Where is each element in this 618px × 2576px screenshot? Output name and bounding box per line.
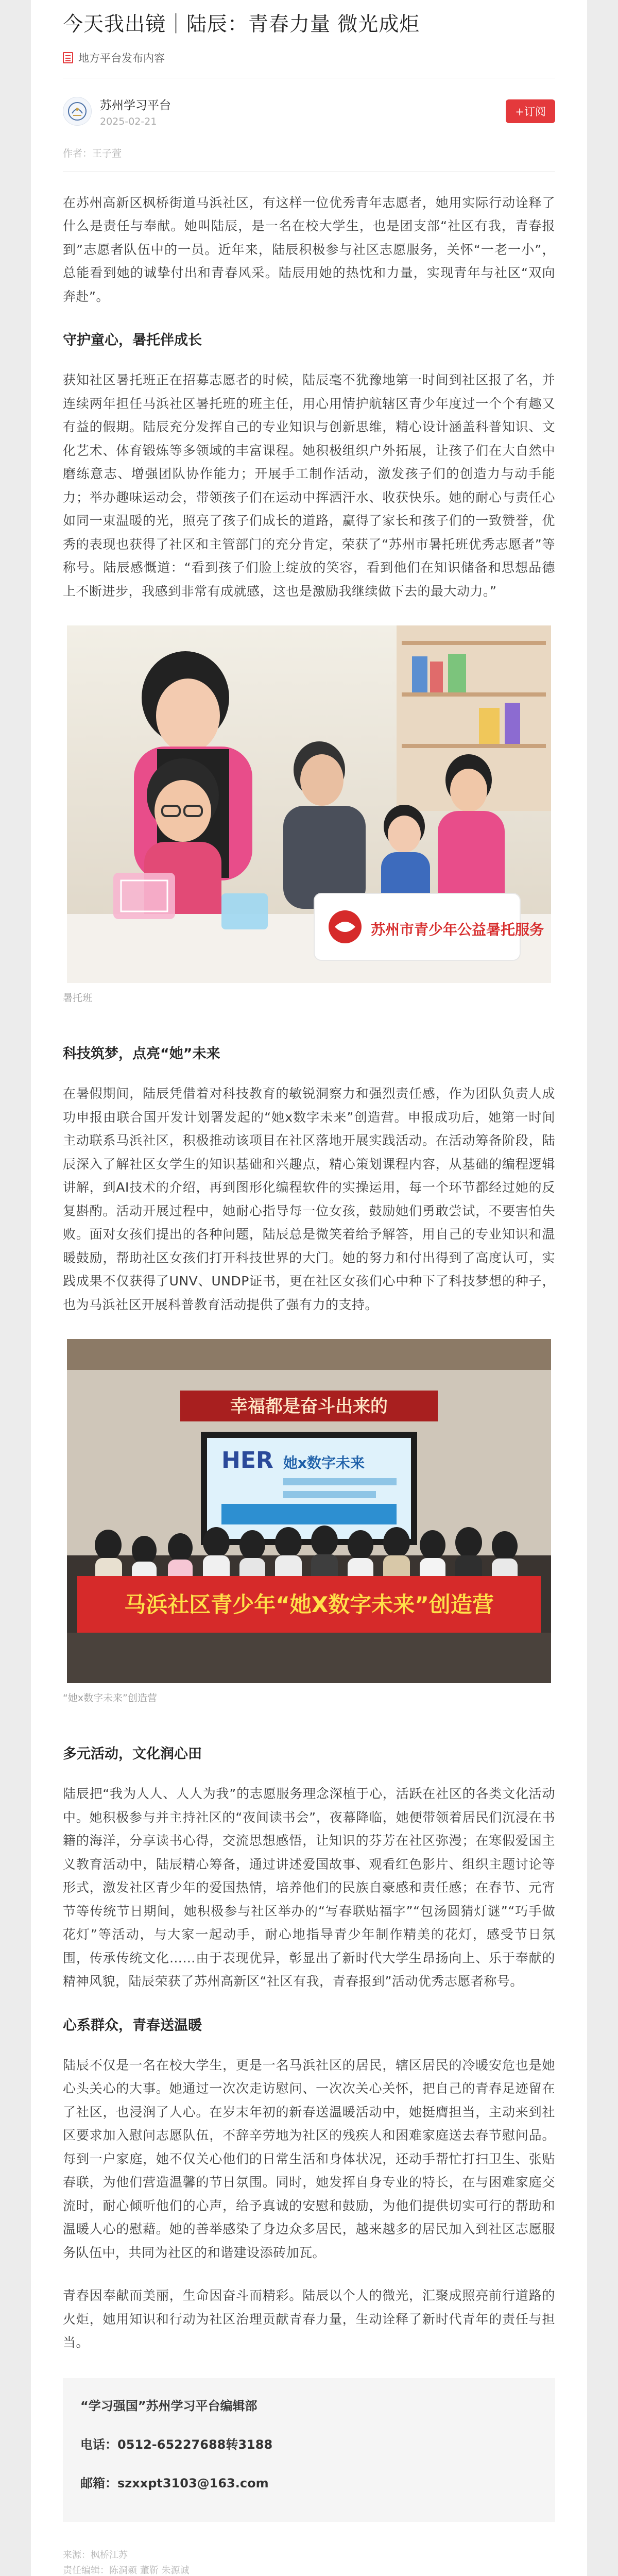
article-meta-footer [63, 2548, 555, 2576]
document-icon [63, 52, 73, 63]
section-title-3: 多元活动，文化润心田 [63, 1746, 202, 1762]
contact-email: 邮箱：szxxpt3103@163.com [80, 2476, 269, 2490]
article-title: 今天我出镜｜陆辰：青春力量 微光成炬 [63, 13, 420, 36]
photo-caption-1: 暑托班 [63, 992, 93, 1004]
section-title-2: 科技筑梦，点亮“她”未来 [63, 1046, 220, 1062]
section-2-paragraph: 在暑假期间，陆辰凭借着对科技教育的敏锐洞察力和强烈责任感，作为团队负责人成功申报由联合国开发计划署发起的“她x数字未来”创造营。申报成功后，她第一时间主动联系马浜社区，积极推动该项目在社区落地开展实践活动。在活动筹备阶段，陆辰深入了解社区女学生的知识基础和兴趣点，精心策划课程内容，从基础的编程逻辑讲解，到AI技术的介绍，再到图形化编程软件的实操运用，每一个环节都经过她的反复斟酌。活动开展过程中，她耐心指导每一位女孩，鼓励她们勇敢尝试，不要害怕失败。面对女孩们提出的各种问题，陆辰总是微笑着给予解答，用自己的专业知识和温暖鼓励，帮助社区女孩们打开科技世界的大门。她的努力和付出得到了高度认可，实践成果不仅获得了UNV、UNDP证书，更在社区女孩们心中种下了科技梦想的种子，也为马浜社区开展科普教育活动提供了强有力的支持。 [63, 1086, 555, 1312]
contact-phone: 电话：0512-65227688转3188 [80, 2437, 273, 2452]
photo2-wall-text: 幸福都是奋斗出来的 [230, 1396, 388, 1417]
article-page [31, 0, 587, 2576]
author-bar [63, 96, 555, 127]
source-line [63, 50, 555, 65]
account-logo-icon[interactable] [63, 97, 92, 126]
publish-date: 2025-02-21 [100, 115, 157, 127]
account-info[interactable] [63, 96, 171, 127]
digital-future-camp-photo [67, 1339, 551, 1683]
divider [63, 171, 555, 172]
photo1-banner-text: 苏州市青少年公益暑托服务 [371, 921, 544, 939]
section-title-4: 心系群众，青春送温暖 [63, 2017, 202, 2033]
account-name[interactable]: 苏州学习平台 [100, 98, 171, 112]
article-writer: 作者：王子萱 [63, 147, 122, 159]
section-4-paragraph: 陆辰不仅是一名在校大学生，更是一名马浜社区的居民，辖区居民的冷暖安危也是她心头关心的大事。她通过一次次走访慰问、一次次关心关怀，把自己的青春足迹留在了社区，也浸润了人心。在岁末年初的新春送温暖活动中，她挺膺担当，主动来到社区要求加入慰问志愿队伍，不辞辛劳地为社区的残疾人和困难家庭送去春节慰问品。每到一户家庭，她不仅关心他们的日常生活和身体状况，还动手帮忙打扫卫生、张贴春联，为他们营造温馨的节日氛围。同时，她发挥自身专业的特长，在与困难家庭交流时，耐心倾听他们的心声，给予真诚的安慰和鼓励，为他们提供切实可行的帮助和温暖人心的慰藉。她的善举感染了身边众多居民，越来越多的居民加入到社区志愿服务队伍中，共同为社区的和谐建设添砖加瓦。 [63, 2057, 555, 2260]
closing-paragraph: 青春因奉献而美丽，生命因奋斗而精彩。陆辰以个人的微光，汇聚成照亮前行道路的火炬，她用知识和行动为社区治理贡献青春力量，生动诠释了新时代青年的责任与担当。 [63, 2288, 555, 2350]
contact-box [63, 2378, 555, 2522]
editor-credit: 责任编辑：陈洞颖 董靳 朱源诚 [63, 2565, 190, 2576]
subscribe-button[interactable]: +订阅 [506, 99, 555, 123]
summer-camp-photo [67, 625, 551, 983]
intro-paragraph: 在苏州高新区枫桥街道马浜社区，有这样一位优秀青年志愿者，她用实际行动诠释了什么是责任与奉献。她叫陆辰，是一名在校大学生，也是团支部“社区有我，青春报到”志愿者队伍中的一员。近年来，陆辰积极参与社区志愿服务，关怀“一老一小”，总能看到她的诚挚付出和青春风采。陆辰用她的热忱和力量，实现青年与社区“双向奔赴”。 [63, 195, 555, 304]
section-1-paragraph: 获知社区暑托班正在招募志愿者的时候，陆辰毫不犹豫地第一时间到社区报了名，并连续两年担任马浜社区暑托班的班主任，用心用情护航辖区青少年度过一个个有趣又有益的假期。陆辰充分发挥自己的专业知识与创新思维，精心设计涵盖科普知识、文化艺术、体育锻炼等多领域的丰富课程。她积极组织户外拓展，让孩子们在大自然中磨练意志、增强团队协作能力；开展手工制作活动，激发孩子们的创造力与动手能力；举办趣味运动会，带领孩子们在运动中挥洒汗水、收获快乐。她的耐心与责任心如同一束温暖的光，照亮了孩子们成长的道路，赢得了家长和孩子们的一致赞誉，优秀的表现也获得了社区和主管部门的充分肯定，荣获了“苏州市暑托班优秀志愿者”等称号。陆辰感慨道：“看到孩子们脸上绽放的笑容，看到他们在知识储备和思想品德上不断进步，我感到非常有成就感，这也是激励我继续做下去的最大动力。” [63, 372, 555, 599]
source-label: 地方平台发布内容 [78, 52, 165, 64]
photo-caption-2: “她x数字未来”创造营 [63, 1692, 157, 1704]
photo2-screen-logo: HER [221, 1447, 273, 1474]
section-3-paragraph: 陆辰把“我为人人、人人为我”的志愿服务理念深植于心，活跃在社区的各类文化活动中。她积极参与并主持社区的“夜间读书会”，夜幕降临，她便带领着居民们沉浸在书籍的海洋，分享读书心得，交流思想感悟，让知识的芬芳在社区弥漫；在寒假爱国主义教育活动中，陆辰精心筹备，通过讲述爱国故事、观看红色影片、组织主题讨论等形式，激发社区青少年的爱国热情，培养他们的民族自豪感和责任感；在春节、元宵节等传统节日期间，她积极参与社区举办的“写春联贴福字”“包汤圆猜灯谜”“巧手做花灯”等活动，与大家一起动手，耐心地指导青少年制作精美的花灯，感受节日氛围，传承传统文化……由于表现优异，彰显出了新时代大学生昂扬向上、乐于奉献的精神风貌，陆辰荣获了苏州高新区“社区有我，青春报到”活动优秀志愿者称号。 [63, 1786, 555, 1989]
photo2-banner-text: 马浜社区青少年“她X数字未来”创造营 [124, 1592, 494, 1618]
section-title-1: 守护童心，暑托伴成长 [63, 332, 202, 349]
source-credit: 来源：枫桥江苏 [63, 2549, 128, 2561]
contact-org: “学习强国”苏州学习平台编辑部 [80, 2398, 258, 2413]
photo2-screen-subtitle: 她x数字未来 [283, 1454, 365, 1472]
